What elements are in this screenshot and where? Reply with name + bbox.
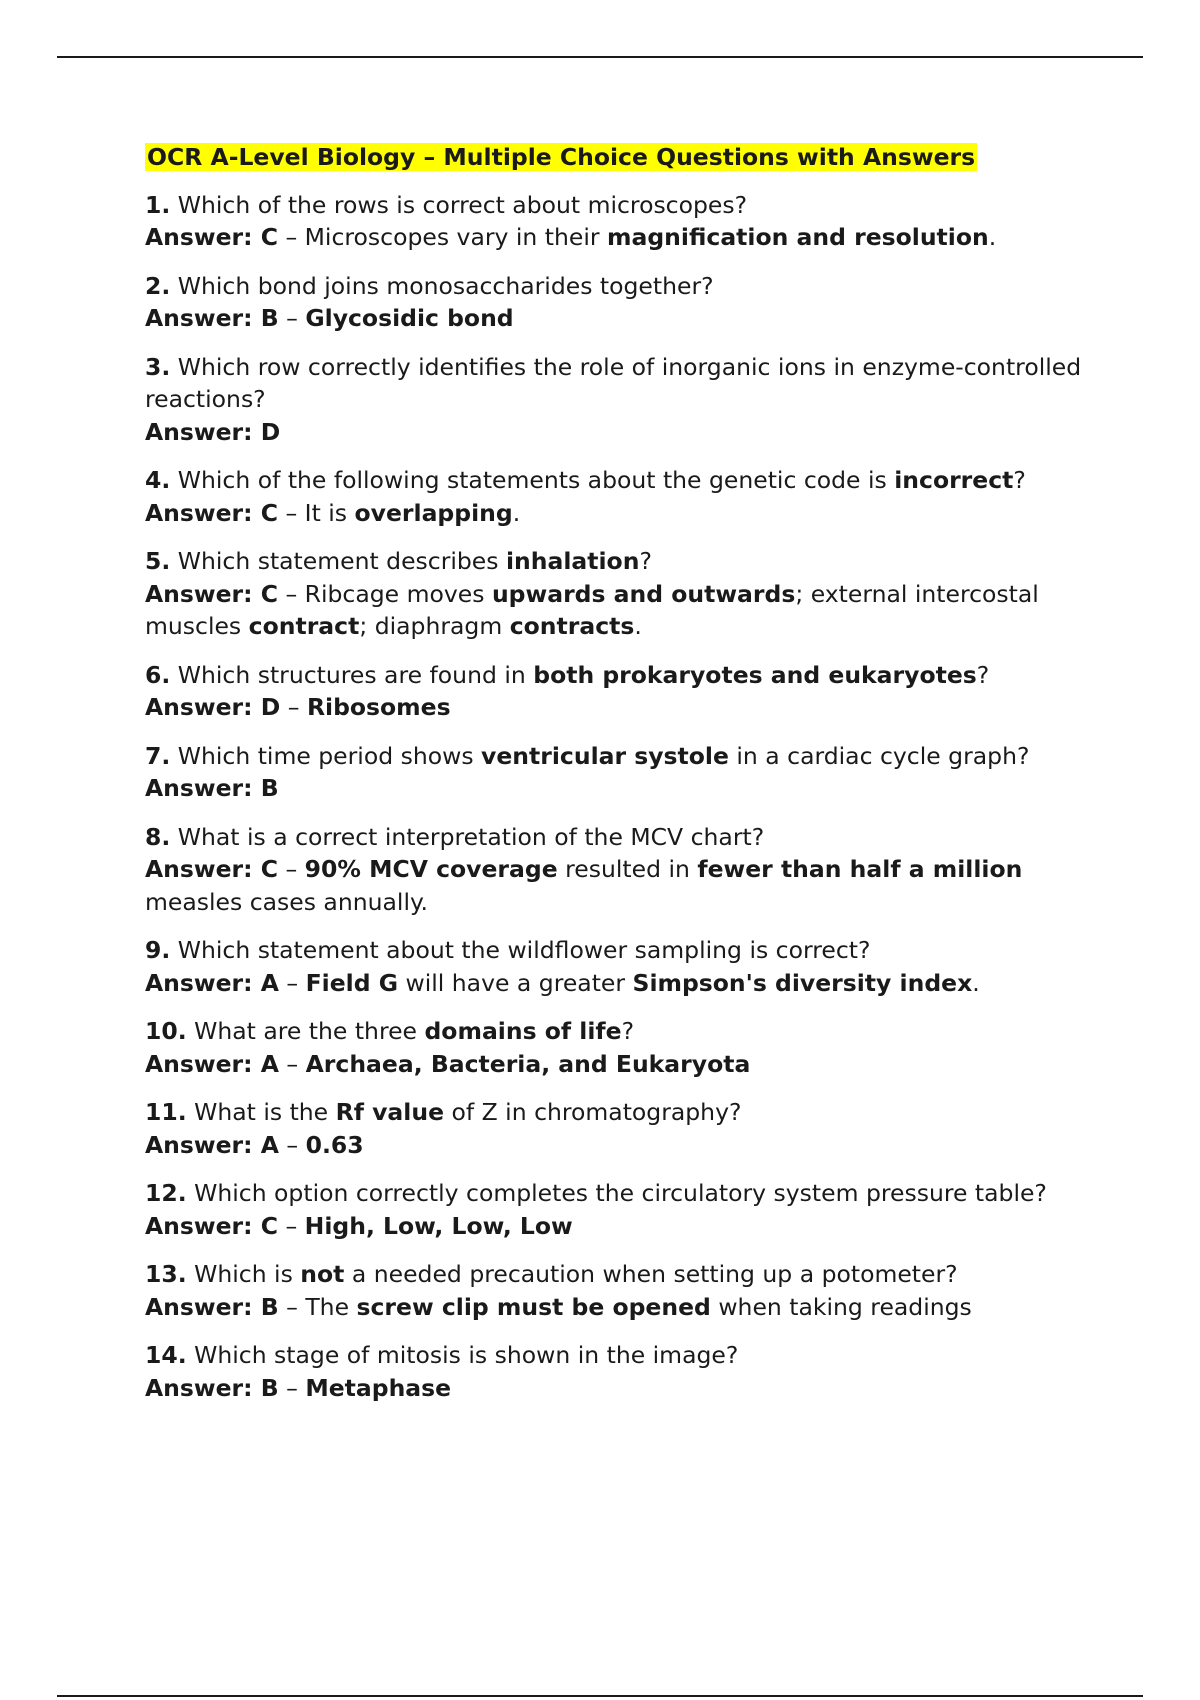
question-text [145, 189, 1090, 222]
text-run: will have a greater [398, 968, 633, 997]
text-run: – [277, 855, 305, 883]
question-item [145, 1177, 1090, 1242]
question-item [145, 1015, 1090, 1080]
text-run: a needed precaution when setting up a potometer? [344, 1260, 958, 1288]
question-text [145, 1339, 1090, 1372]
question-item [145, 464, 1090, 529]
text-run: – The [278, 1292, 357, 1321]
bold-text: Archaea, Bacteria, and Eukaryota [305, 1049, 751, 1078]
question-text [145, 1096, 1090, 1129]
text-run: in a cardiac cycle graph? [728, 741, 1030, 770]
answer-text [145, 497, 1090, 530]
bold-text: not [300, 1260, 345, 1288]
answer-text [145, 1210, 1090, 1243]
text-run: – [278, 304, 306, 332]
text-run: – [278, 1373, 306, 1402]
bold-text: 0.63 [305, 1130, 364, 1159]
bold-text: Answer: B [145, 1373, 279, 1402]
text-run: Which bond joins monosaccharides together? [170, 271, 714, 300]
text-run: Which is [186, 1260, 301, 1288]
text-run: – [277, 1211, 305, 1240]
question-text [145, 821, 1090, 854]
text-run: Which statement describes [170, 547, 506, 575]
bold-text: 3. [145, 352, 171, 381]
bold-text: Answer: A [145, 968, 279, 997]
text-run: What is the [186, 1098, 336, 1126]
answer-text [145, 967, 1090, 1000]
question-text [145, 1258, 1090, 1291]
question-list [145, 189, 1090, 1405]
bold-text: Answer: A [145, 1049, 279, 1078]
text-run: . [972, 968, 980, 997]
text-run: Which stage of mitosis is shown in the image? [186, 1341, 739, 1369]
text-run: – Microscopes vary in their [277, 223, 608, 251]
question-item [145, 1258, 1090, 1323]
text-run: ? [976, 660, 990, 689]
text-run: – [280, 693, 307, 721]
bold-text: 10. [145, 1017, 187, 1045]
bold-text: Simpson's diversity index [632, 968, 973, 997]
question-item [145, 270, 1090, 335]
bold-text: High, Low, Low, Low [304, 1211, 573, 1240]
bold-text: domains of life [424, 1017, 622, 1045]
bold-text: 13. [145, 1260, 187, 1288]
question-item [145, 189, 1090, 254]
question-text [145, 1177, 1090, 1210]
question-item [145, 934, 1090, 999]
text-run: resulted in [557, 855, 698, 883]
text-run: measles cases annually. [145, 887, 428, 916]
title-highlight: OCR A-Level Biology – Multiple Choice Questions with Answers [147, 143, 976, 171]
bold-text: Answer: C [145, 498, 278, 527]
answer-text [145, 578, 1090, 643]
bold-text: upwards and outwards [491, 579, 796, 608]
bold-text: Answer: D [145, 417, 281, 446]
question-text [145, 934, 1090, 967]
bold-text: incorrect [894, 466, 1014, 494]
question-item [145, 545, 1090, 643]
text-run: – It is [277, 498, 355, 527]
question-text [145, 351, 1090, 416]
answer-text [145, 691, 1090, 724]
bold-text: Answer: C [145, 1211, 278, 1240]
text-run: ? [639, 547, 652, 575]
bold-text: Answer: C [145, 579, 278, 608]
bold-text: Glycosidic bond [305, 304, 514, 332]
question-item [145, 740, 1090, 805]
answer-text [145, 302, 1090, 335]
question-text [145, 545, 1090, 578]
answer-text [145, 1291, 1090, 1324]
answer-text [145, 416, 1090, 449]
text-run: Which time period shows [170, 741, 482, 770]
question-text [145, 659, 1090, 692]
answer-text [145, 1372, 1090, 1405]
text-run: . [988, 223, 997, 251]
bold-text: Answer: A [145, 1130, 279, 1159]
question-item [145, 821, 1090, 919]
bold-text: inhalation [505, 547, 640, 575]
bold-text: both prokaryotes and eukaryotes [533, 660, 977, 689]
bold-text: 9. [145, 936, 171, 964]
text-run: ? [1013, 466, 1026, 494]
bold-text: 11. [145, 1098, 187, 1126]
document-title [145, 141, 977, 174]
bold-text: ventricular systole [481, 741, 729, 770]
bottom-rule [57, 1695, 1143, 1697]
text-run: Which of the following statements about the genetic code is [170, 466, 895, 494]
question-text [145, 270, 1090, 303]
text-run: Which of the rows is correct about microscopes? [170, 190, 748, 219]
bold-text: fewer than half a million [697, 855, 1023, 883]
question-text [145, 1015, 1090, 1048]
question-item [145, 1096, 1090, 1161]
text-run: What are the three [186, 1017, 425, 1045]
answer-text [145, 853, 1090, 918]
bold-text: 1. [145, 190, 171, 219]
text-run: when taking readings [710, 1292, 972, 1321]
bold-text: 5. [145, 547, 171, 575]
bold-text: Field G [305, 968, 399, 997]
question-item [145, 659, 1090, 724]
bold-text: 14. [145, 1341, 187, 1369]
bold-text: contracts [509, 612, 635, 640]
bold-text: 12. [145, 1179, 187, 1207]
bold-text: Answer: D [145, 693, 281, 721]
bold-text: 2. [145, 271, 171, 300]
question-text [145, 740, 1090, 773]
text-run: ; diaphragm [359, 612, 510, 640]
top-rule [57, 56, 1143, 58]
bold-text: Answer: B [145, 304, 279, 332]
answer-text [145, 1048, 1090, 1081]
text-run: Which structures are found in [170, 660, 534, 689]
text-run: ? [621, 1017, 635, 1045]
bold-text: Rf value [335, 1098, 445, 1126]
bold-text: Answer: C [145, 223, 278, 251]
bold-text: Ribosomes [306, 693, 451, 721]
text-run: – Ribcage moves [277, 579, 492, 608]
text-run: of Z in chromatography? [444, 1098, 742, 1126]
text-run: Which row correctly identifies the role of inorganic ions in enzyme-controlled reactions? [145, 352, 1082, 413]
answer-text [145, 772, 1090, 805]
document-body [145, 141, 1090, 1420]
text-run: . [512, 498, 521, 527]
question-item [145, 1339, 1090, 1404]
text-run: . [634, 612, 642, 640]
bold-text: 4. [145, 466, 171, 494]
bold-text: 7. [145, 741, 171, 770]
answer-text [145, 221, 1090, 254]
bold-text: 6. [145, 660, 171, 689]
answer-text [145, 1129, 1090, 1162]
bold-text: 90% MCV coverage [304, 855, 558, 883]
text-run: Which option correctly completes the circulatory system pressure table? [186, 1179, 1047, 1207]
question-text [145, 464, 1090, 497]
text-run: Which statement about the wildflower sampling is correct? [170, 936, 871, 964]
bold-text: Answer: C [145, 855, 278, 883]
bold-text: Metaphase [305, 1373, 452, 1402]
text-run: What is a correct interpretation of the MCV chart? [170, 822, 765, 851]
bold-text: contract [248, 612, 360, 640]
bold-text: screw clip must be opened [356, 1292, 711, 1321]
bold-text: 8. [145, 822, 171, 851]
question-item [145, 351, 1090, 449]
text-run: ; external intercostal muscles [145, 579, 1039, 640]
text-run: – [278, 968, 306, 997]
bold-text: Answer: B [145, 1292, 279, 1321]
bold-text: magnification and resolution [607, 223, 989, 251]
bold-text: overlapping [354, 498, 513, 527]
text-run: – [278, 1130, 306, 1159]
bold-text: Answer: B [145, 774, 279, 802]
text-run: – [278, 1049, 306, 1078]
